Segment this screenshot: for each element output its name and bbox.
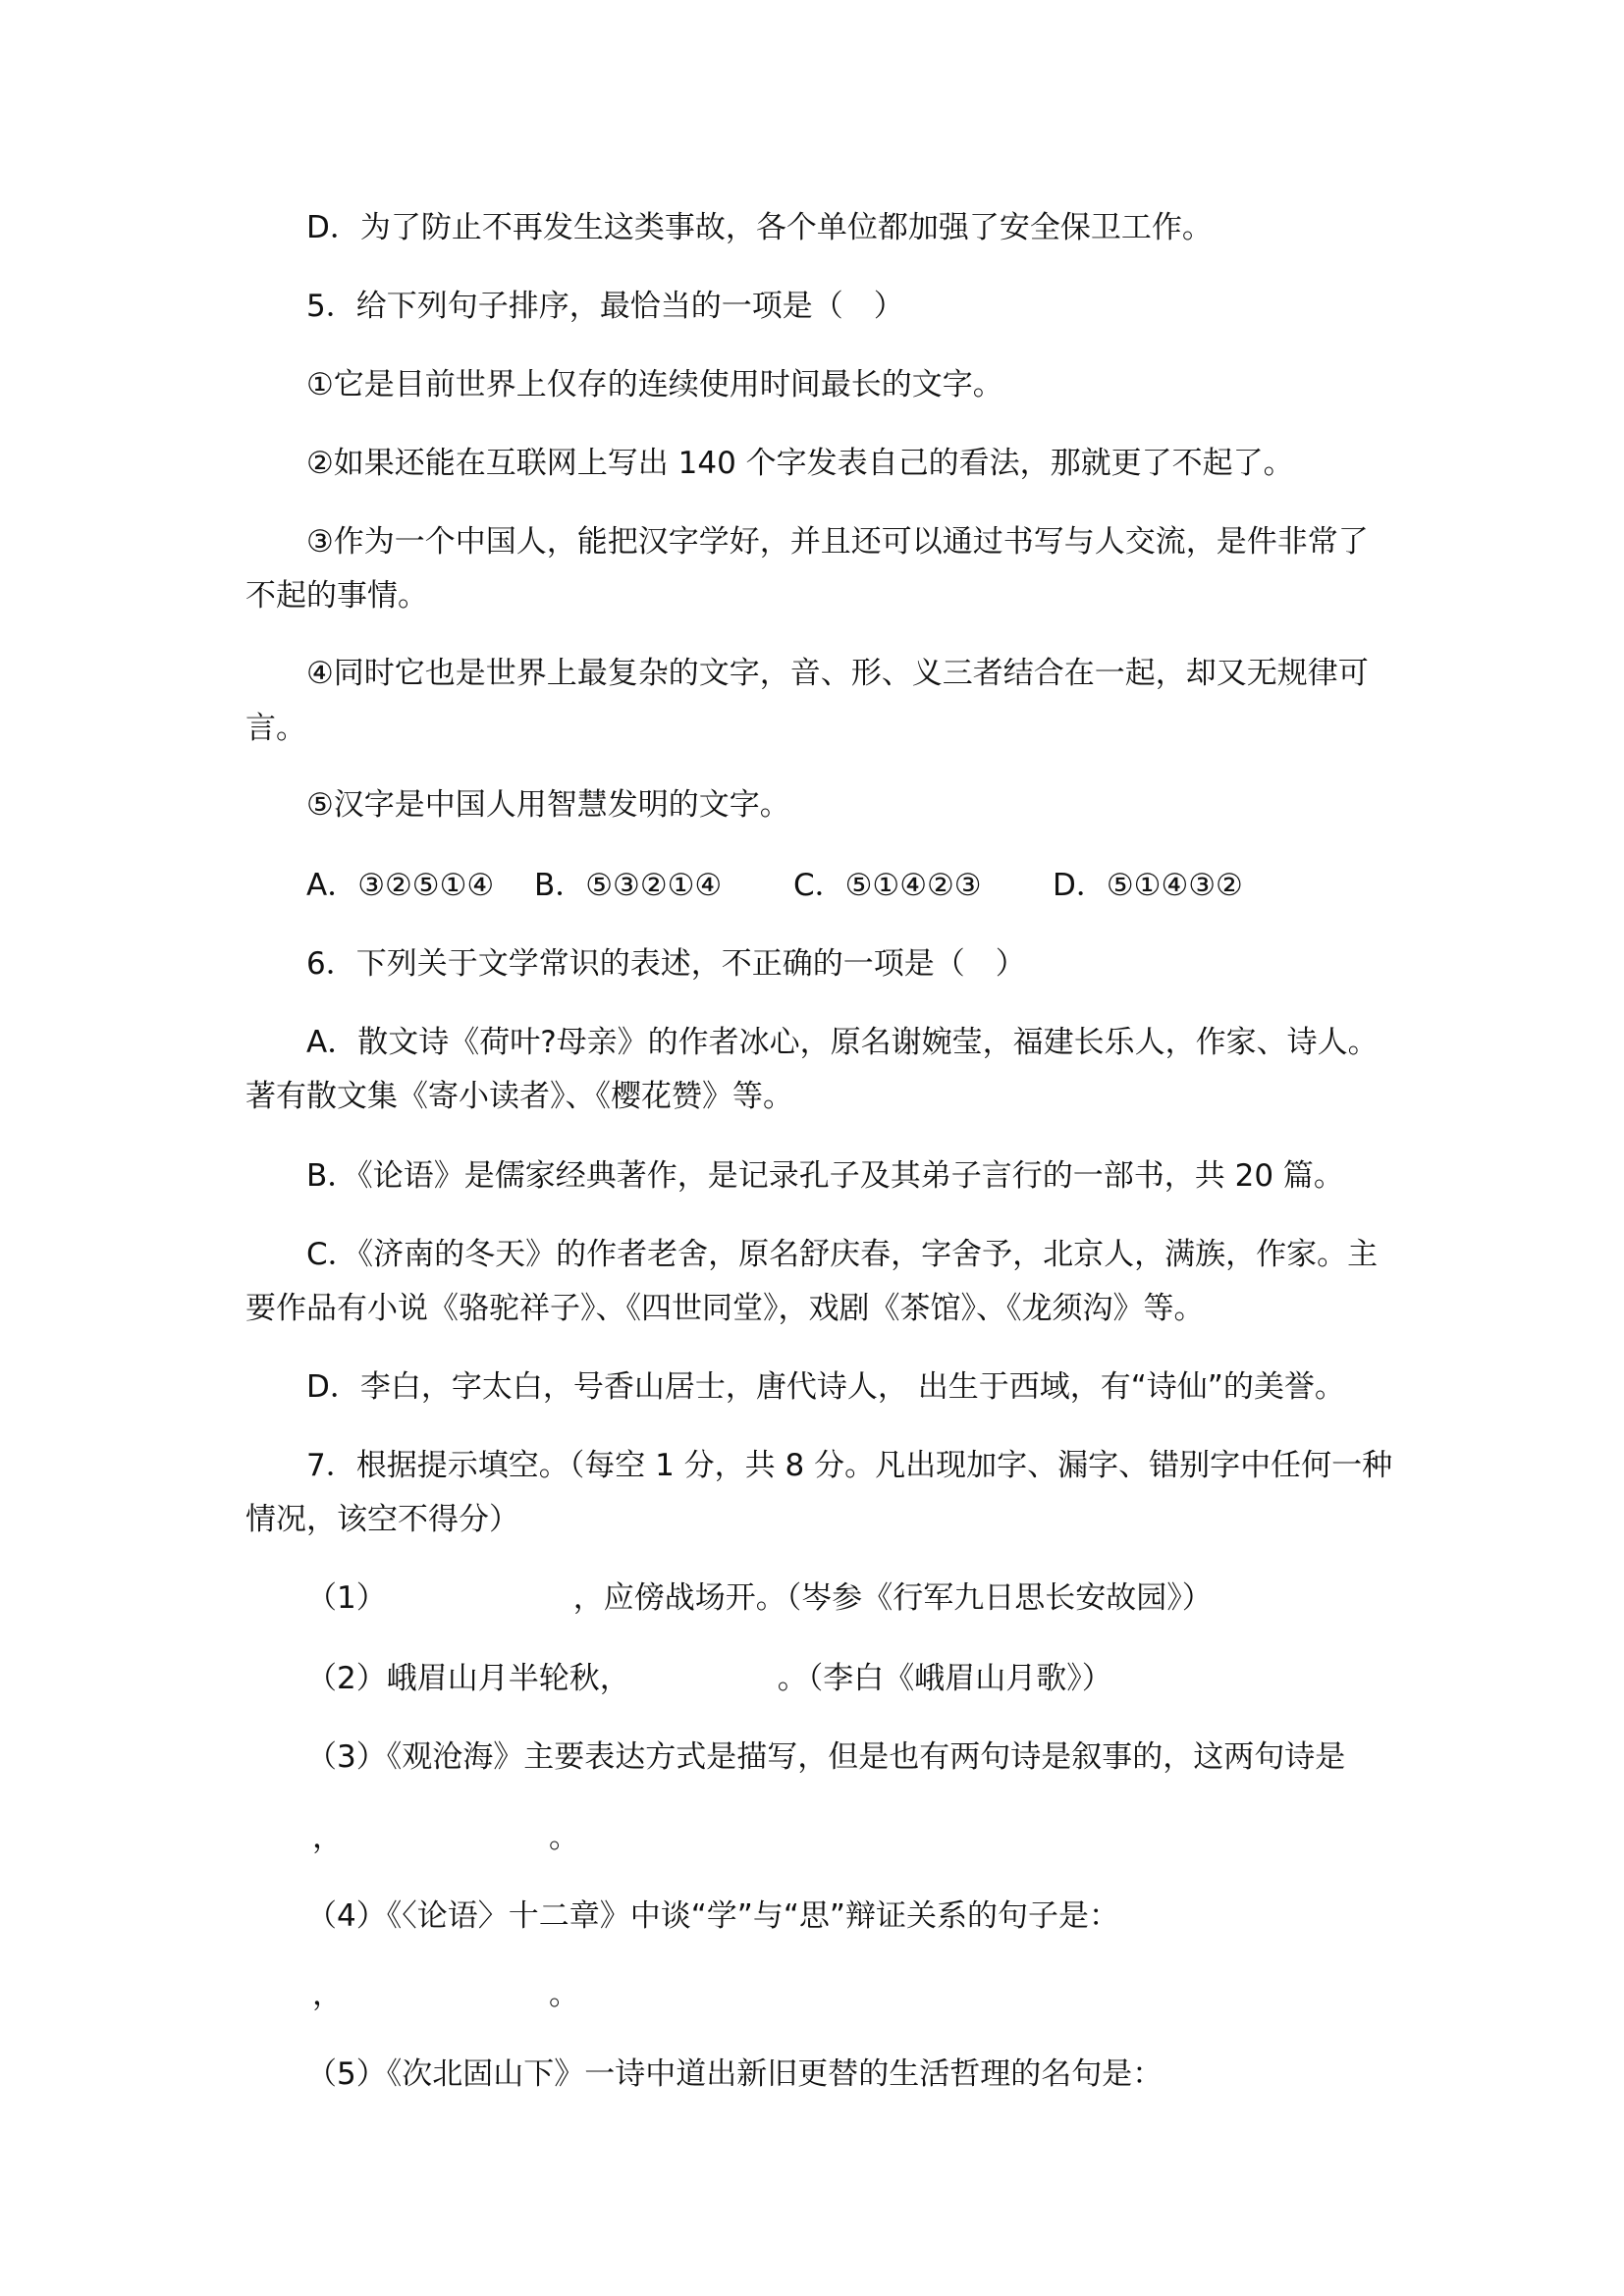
- q5-sentence-3-line2: 不起的事情。: [245, 578, 428, 614]
- q7-stem-line2: 情况，该空不得分）: [245, 1502, 519, 1537]
- q7-item-1-number: （1）: [306, 1580, 387, 1616]
- q7-item-4-blanks: [312, 1975, 579, 2014]
- q5-sentence-3-line1: ③作为一个中国人，能把汉字学好，并且还可以通过书写与人交流，是件非常了: [306, 524, 1369, 560]
- q5-option-a[interactable]: A．③②⑤①④: [306, 868, 495, 903]
- q5-option-c[interactable]: C．⑤①④②③: [793, 868, 982, 903]
- q5-option-d[interactable]: D．⑤①④③②: [1053, 868, 1243, 903]
- q6-option-d: D．李白，字太白，号香山居士，唐代诗人， 出生于西域，有“诗仙”的美誉。: [306, 1369, 1345, 1405]
- q6-option-c-line1: C．《济南的冬天》的作者老舍，原名舒庆春，字舍予，北京人，满族，作家。主: [306, 1237, 1379, 1272]
- q6-option-c-line2: 要作品有小说《骆驼祥子》、《四世同堂》，戏剧《茶馆》、《龙须沟》等。: [245, 1291, 1205, 1326]
- q6-option-b: B．《论语》是儒家经典著作，是记录孔子及其弟子言行的一部书，共 20 篇。: [306, 1158, 1344, 1194]
- q5-sentence-4-line2: 言。: [245, 711, 306, 746]
- q7-item-3-blanks: [312, 1818, 579, 1857]
- q5-sentence-1: ①它是目前世界上仅存的连续使用时间最长的文字。: [306, 367, 1003, 402]
- q7-stem-line1: 7．根据提示填空。（每空 1 分，共 8 分。凡出现加字、漏字、错别字中任何一种: [306, 1448, 1393, 1483]
- q7-item-4: （4）《〈论语〉十二章》中谈“学”与“思”辩证关系的句子是：: [306, 1898, 1119, 1934]
- q4-option-d: D．为了防止不再发生这类事故，各个单位都加强了安全保卫工作。: [306, 210, 1213, 245]
- q7-item-3-comma: ，: [312, 1820, 343, 1855]
- q7-item-2: [306, 1659, 1112, 1698]
- q7-item-4-period: 。: [549, 1977, 579, 2012]
- q6-option-a-line2: 著有散文集《寄小读者》、《樱花赞》等。: [245, 1079, 793, 1114]
- q7-item-5: （5）《次北固山下》一诗中道出新旧更替的生活哲理的名句是：: [306, 2056, 1164, 2092]
- q6-option-a-line1: A．散文诗《荷叶?母亲》的作者冰心，原名谢婉莹，福建长乐人，作家、诗人。: [306, 1025, 1379, 1060]
- q7-item-2-text: （2）峨眉山月半轮秋，: [306, 1661, 630, 1696]
- q7-item-2-source: 。（李白《峨眉山月歌》）: [777, 1661, 1112, 1696]
- q5-sentence-5: ⑤汉字是中国人用智慧发明的文字。: [306, 787, 790, 823]
- q5-option-b[interactable]: B．⑤③②①④: [534, 868, 723, 903]
- q5-stem: 5．给下列句子排序，最恰当的一项是（ ）: [306, 289, 904, 324]
- q5-sentence-2: ②如果还能在互联网上写出 140 个字发表自己的看法，那就更了不起了。: [306, 446, 1294, 481]
- q6-stem: 6．下列关于文学常识的表述，不正确的一项是（ ）: [306, 946, 1026, 982]
- q7-item-1: [306, 1578, 1213, 1618]
- q7-item-3-period: 。: [549, 1820, 579, 1855]
- q7-item-3: （3）《观沧海》主要表达方式是描写，但是也有两句诗是叙事的，这两句诗是: [306, 1739, 1346, 1775]
- q5-sentence-4-line1: ④同时它也是世界上最复杂的文字，音、形、义三者结合在一起，却又无规律可: [306, 656, 1369, 691]
- q5-options: [306, 866, 1243, 905]
- q7-item-1-text: ，应傍战场开。（岑参《行军九日思长安故园》）: [572, 1580, 1213, 1616]
- q7-item-4-comma: ，: [312, 1977, 343, 2012]
